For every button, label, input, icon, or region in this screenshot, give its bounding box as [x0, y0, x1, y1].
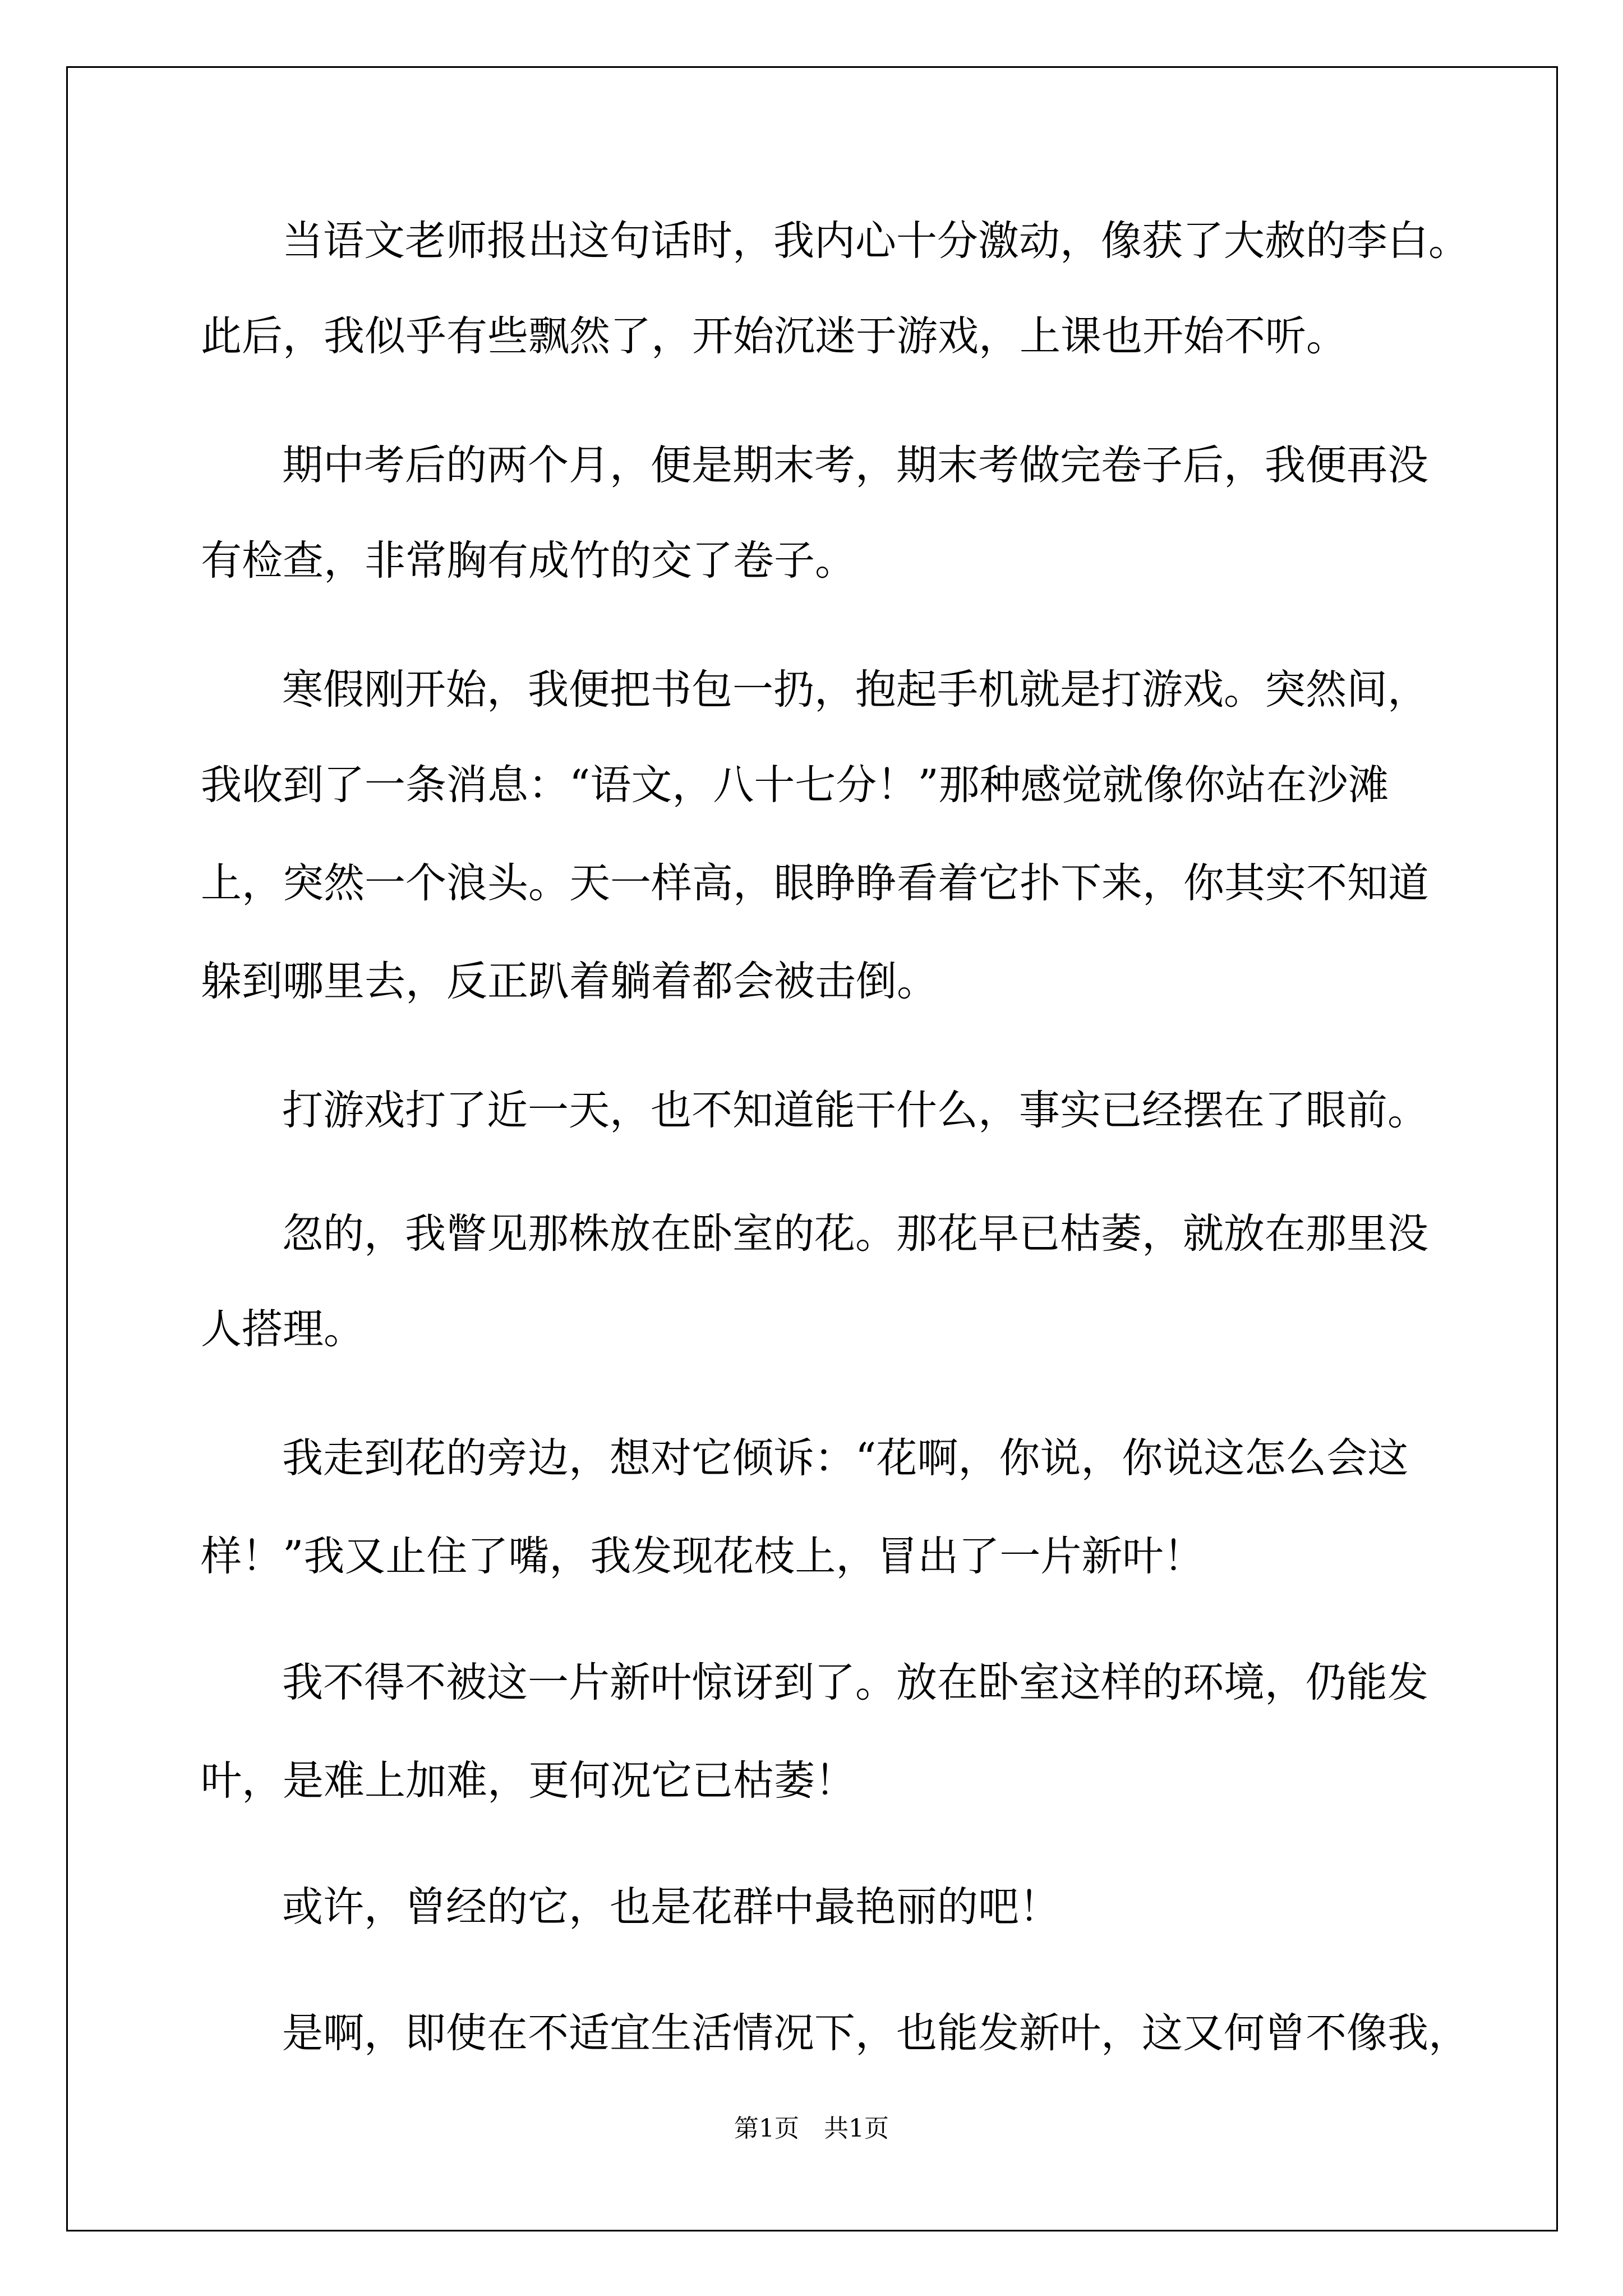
- text-line: 躲到哪里去，反正趴着躺着都会被击倒。: [201, 958, 938, 1005]
- text-line: 打游戏打了近一天，也不知道能干什么，事实已经摆在了眼前。: [282, 1087, 1428, 1134]
- text-line: 是啊，即使在不适宜生活情况下，也能发新叶，这又何曾不像我，: [282, 2009, 1469, 2057]
- text-line: 我收到了一条消息：“语文，八十七分！”那种感觉就像你站在沙滩: [201, 761, 1389, 809]
- text-line: 样！”我又止住了嘴，我发现花枝上，冒出了一片新叶！: [201, 1533, 1205, 1580]
- text-line: 人搭理。: [201, 1305, 365, 1353]
- text-line: 此后，我似乎有些飘然了，开始沉迷于游戏，上课也开始不听。: [201, 312, 1347, 360]
- text-line: 上，突然一个浪头。天一样高，眼睁睁看着它扑下来，你其实不知道: [201, 859, 1429, 907]
- text-line: 或许，曾经的它，也是花群中最艳丽的吧！: [282, 1883, 1060, 1931]
- text-line: 忽的，我瞥见那株放在卧室的花。那花早已枯萎，就放在那里没: [282, 1210, 1428, 1258]
- text-line: 寒假刚开始，我便把书包一扔，抱起手机就是打游戏。突然间，: [282, 666, 1428, 714]
- text-line: 我走到花的旁边，想对它倾诉：“花啊，你说，你说这怎么会这: [282, 1434, 1409, 1482]
- page-footer: 第1页 共1页: [734, 2114, 889, 2143]
- text-line: 我不得不被这一片新叶惊讶到了。放在卧室这样的环境，仍能发: [282, 1659, 1428, 1706]
- text-line: 叶，是难上加难，更何况它已枯萎！: [201, 1757, 856, 1805]
- text-line: 期中考后的两个月，便是期末考，期末考做完卷子后，我便再没: [282, 441, 1428, 489]
- text-line: 当语文老师报出这句话时，我内心十分激动，像获了大赦的李白。: [282, 217, 1469, 265]
- text-line: 有检查，非常胸有成竹的交了卷子。: [201, 537, 856, 585]
